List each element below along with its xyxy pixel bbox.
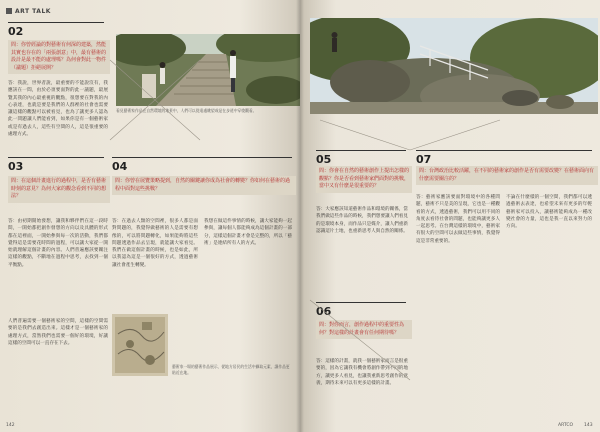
section-marker-icon	[6, 8, 12, 14]
photo1-caption: 看見藝術家作品在自然環境的地景中，人們可以從遠處眺望或是在步道中穿梭觀看。	[116, 108, 257, 113]
q06-question: 問：對你而言，創作過程中的重要性為何？對這樣的計畫會有任何期待嗎？	[316, 320, 412, 339]
q07-number: 07	[416, 150, 592, 166]
photo-rocky-lookout	[310, 18, 598, 114]
q03-number: 03	[8, 157, 104, 173]
q06-answer: 答：這樣的計畫，就我一個藝術家而言是很重要的，因為它讓我有機會將創作帶到不同的地方，讓更多人看見，也讓我重新思考創作的意義，期待未來可以有更多這樣的計畫。	[316, 359, 408, 386]
page-number-left: 142	[6, 423, 15, 428]
photo-hillside-stairs	[116, 34, 300, 106]
photo-hillside-stairs-image	[116, 34, 300, 106]
q04-answer: 答：在過去人類的空間裡，很多人都是面對問題的，我覺得做藝術的人是需要有想像的，可以將問題轉化，如果能夠將這些問題透過作品去呈現，就能讓大家看見。我們在做這個計畫的時候，也是如此，所以我認為這是一個很好的方式，透過藝術讓社會產生轉變。	[112, 219, 198, 268]
q02-question: 問：你曾經論的對藝術有何深的建築，然能其實也存在的「兩張創意」中，最有藝術的設計是最不能的處理嗎？為何會對此一物件（議題）拒絕展開？	[8, 40, 110, 74]
q03-answer-cont: 人們普遍需要一個藝術家的空間，這樣的空間需要的是我們去創造出來。這樣才是一個藝術家的處理方式，當然我們也需要一個好的環境，好讓這樣的空間可以一直存在下去。	[8, 319, 108, 346]
artwork-map-illustration	[112, 314, 168, 376]
artwork-map-image	[112, 314, 168, 376]
q07-question: 問：台灣政治比較活躍，在不同的藝術家的創作是否有需要改變？在藝術面向有什麼需要關注的？	[416, 166, 598, 185]
q05-number: 05	[316, 150, 406, 166]
q03-answer: 答：由初期開始發想，讓我和夥伴們在這一段時間，一開始都把創作發想的方向以及具體的形式都在這裡面，一開始參與每一次的活動，我們都覺得這是需要花時間的過程，可以讓大家從一開始就理解這個計畫的內容。人們普遍應該要關注這樣的觀點，不斷地在過程中思考，去找到一個平衡點。	[8, 219, 108, 268]
q04-number: 04	[112, 157, 292, 173]
q02-answer: 答：我說，世界者說，最重要的不能說沒有，我應該在一間，由於必須要面對的此一議題，最展覽其我的內心最重視的觀點，很想要在對我的內心表達，也就是要是我們的人群裡的社會也需要讓這樣的觀點可以被看見，也為了讓更多人認為此一問題讓人們能看到，如果你是有一個藝術家或是有過去人，這些有空間的人，這是很重要的處理方式。	[8, 81, 108, 138]
section-header	[6, 8, 51, 15]
section-title: ART TALK	[15, 8, 51, 15]
q07-answer: 答：藝術家應該要面對環境中的各種問題，藝術不只是美的呈現，它也是一種觀看的方式，透過藝術，我們可以用不同的角度去看待社會的問題，也能夠讓更多人一起思考。在台灣這樣的環境中，藝術家有很大的空間可以去做這些事情，我覺得這是非常重要的。	[416, 195, 500, 244]
right-page	[300, 0, 600, 432]
photo-rocky-lookout-image	[310, 18, 598, 114]
q03-question: 問：在這個計畫進行的過程中，是否有藝術時刻的意見？為何大家的觀念看到不同的想法？	[8, 176, 110, 203]
image2-caption: 藝術家一場的藝術作品展示，從地方居民的生活中擷取元素，讓作品更貼近在地。	[172, 364, 290, 375]
q06-number: 06	[316, 302, 406, 318]
magazine-name: ARTCO	[558, 423, 574, 428]
q07-answer-cont: 不論在什麼樣的一個空間，我們都可以透過藝術去表達，也希望未來有更多的年輕藝術家可以投入，讓藝術能夠成為一種改變社會的力量，這也是我一直以來努力的方向。	[506, 195, 592, 230]
q04-question: 問：你曾在展覽策略提到，自然的關鍵讓你成為社會的轉變？你如何在藝術的過程中面對這些挑戰？	[112, 176, 296, 195]
q04-answer-cont: 我想在做這件事情的時候，讓大家能夠一起參與，讓每個人都能夠成為這個計畫的一部分，這樣這個計畫才會是完整的，所以「藝術」是連結所有人的方式。	[204, 219, 292, 246]
q05-question: 問：你會在自然的藝術創作上提出怎樣的觀點？你是否看到藝術家們面對的挑戰，當中又有什麼是很重要的？	[316, 166, 412, 193]
book-gutter	[296, 0, 304, 432]
q05-answer: 答：大家應該知道藝術作品和環境的關係，當我們做這些作品的時候，我們想要讓人們看見的是環境本身，而作品只是媒介，讓人們重新認識這片土地，也重新思考人與自然的關係。	[316, 207, 408, 234]
q02-number: 02	[8, 22, 104, 38]
page-number-right: 143	[584, 423, 593, 428]
